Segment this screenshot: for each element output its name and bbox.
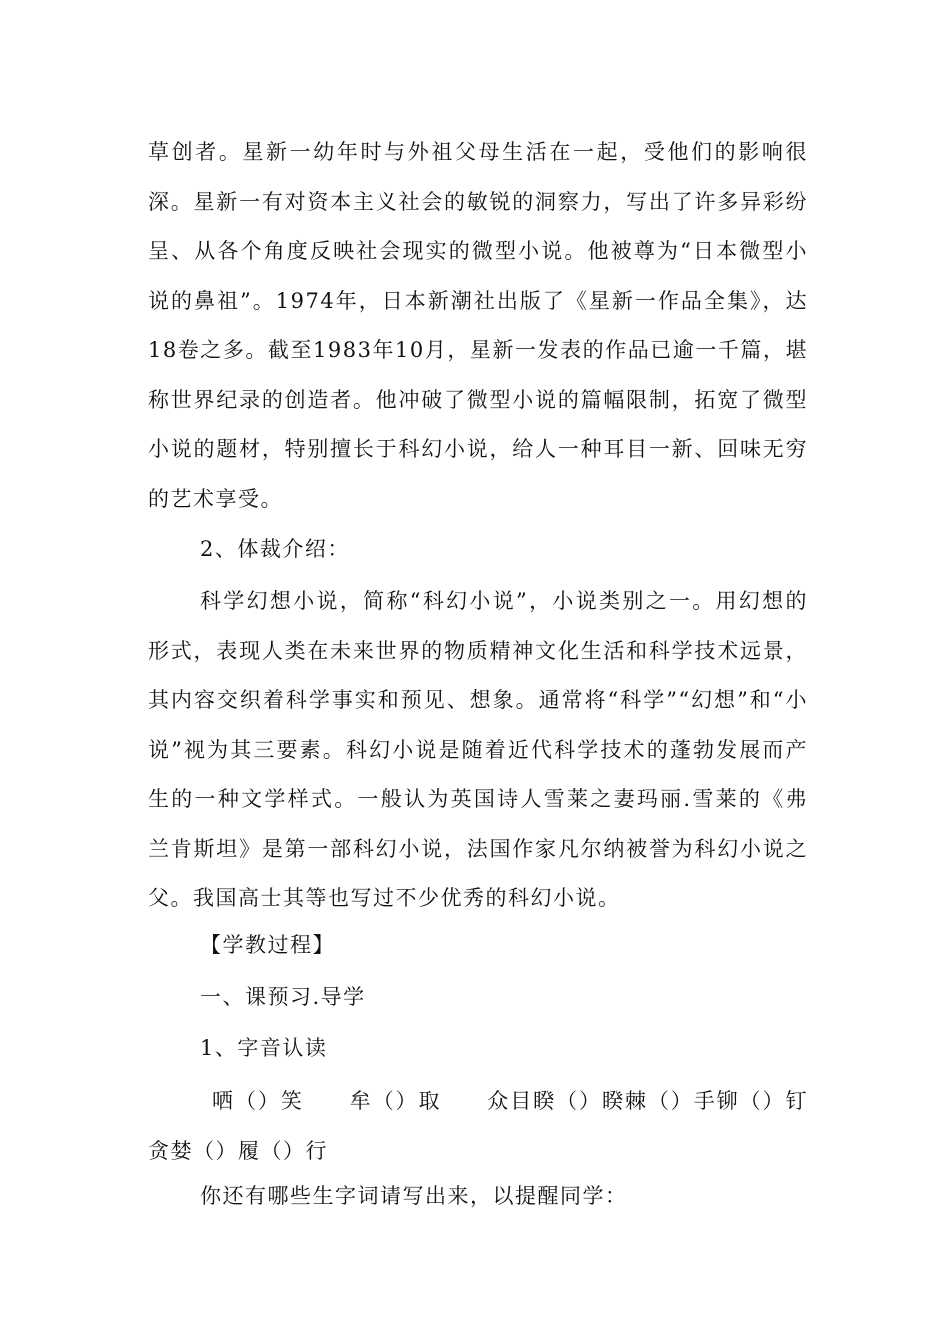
- process-heading: 【学教过程】: [200, 933, 335, 957]
- genre-intro-paragraph: 科学幻想小说，简称“科幻小说”，小说类别之一。用幻想的形式，表现人类在未来世界的物质精神文化生活和科学技术远景，其内容交织着科学事实和预见、想象。通常将“科学”“幻想”和“小说”视为其三要素。科幻小说是随着近代科学技术的蓬勃发展而产生的一种文学样式。一般认为英国诗人雪莱之妻玛丽.雪莱的《弗兰肯斯坦》是第一部科幻小说，法国作家凡尔纳被誉为科幻小说之父。我国高士其等也写过不少优秀的科幻小说。: [148, 589, 808, 910]
- word-list: 哂（）笑 牟（）取 众目睽（）睽棘（）手铆（）钉贪婪（）履（）行: [148, 1089, 808, 1163]
- prompt-text: 你还有哪些生字词请写出来，以提醒同学：: [200, 1184, 628, 1208]
- author-intro-paragraph: 草创者。星新一幼年时与外祖父母生活在一起，受他们的影响很深。星新一有对资本主义社会的敏锐的洞察力，写出了许多异彩纷呈、从各个角度反映社会现实的微型小说。他被尊为“日本微型小说的鼻祖”。1974年，日本新潮社出版了《星新一作品全集》，达18卷之多。截至1983年10月，星新一发表的作品已逾一千篇，堪称世界纪录的创造者。他冲破了微型小说的篇幅限制，拓宽了微型小说的题材，特别擅长于科幻小说，给人一种耳目一新、回味无穷的艺术享受。: [148, 140, 808, 511]
- pronunciation-heading: 1、字音认读: [200, 1036, 328, 1060]
- genre-heading: 2、体裁介绍：: [200, 537, 350, 561]
- preview-heading: 一、课预习.导学: [200, 985, 366, 1009]
